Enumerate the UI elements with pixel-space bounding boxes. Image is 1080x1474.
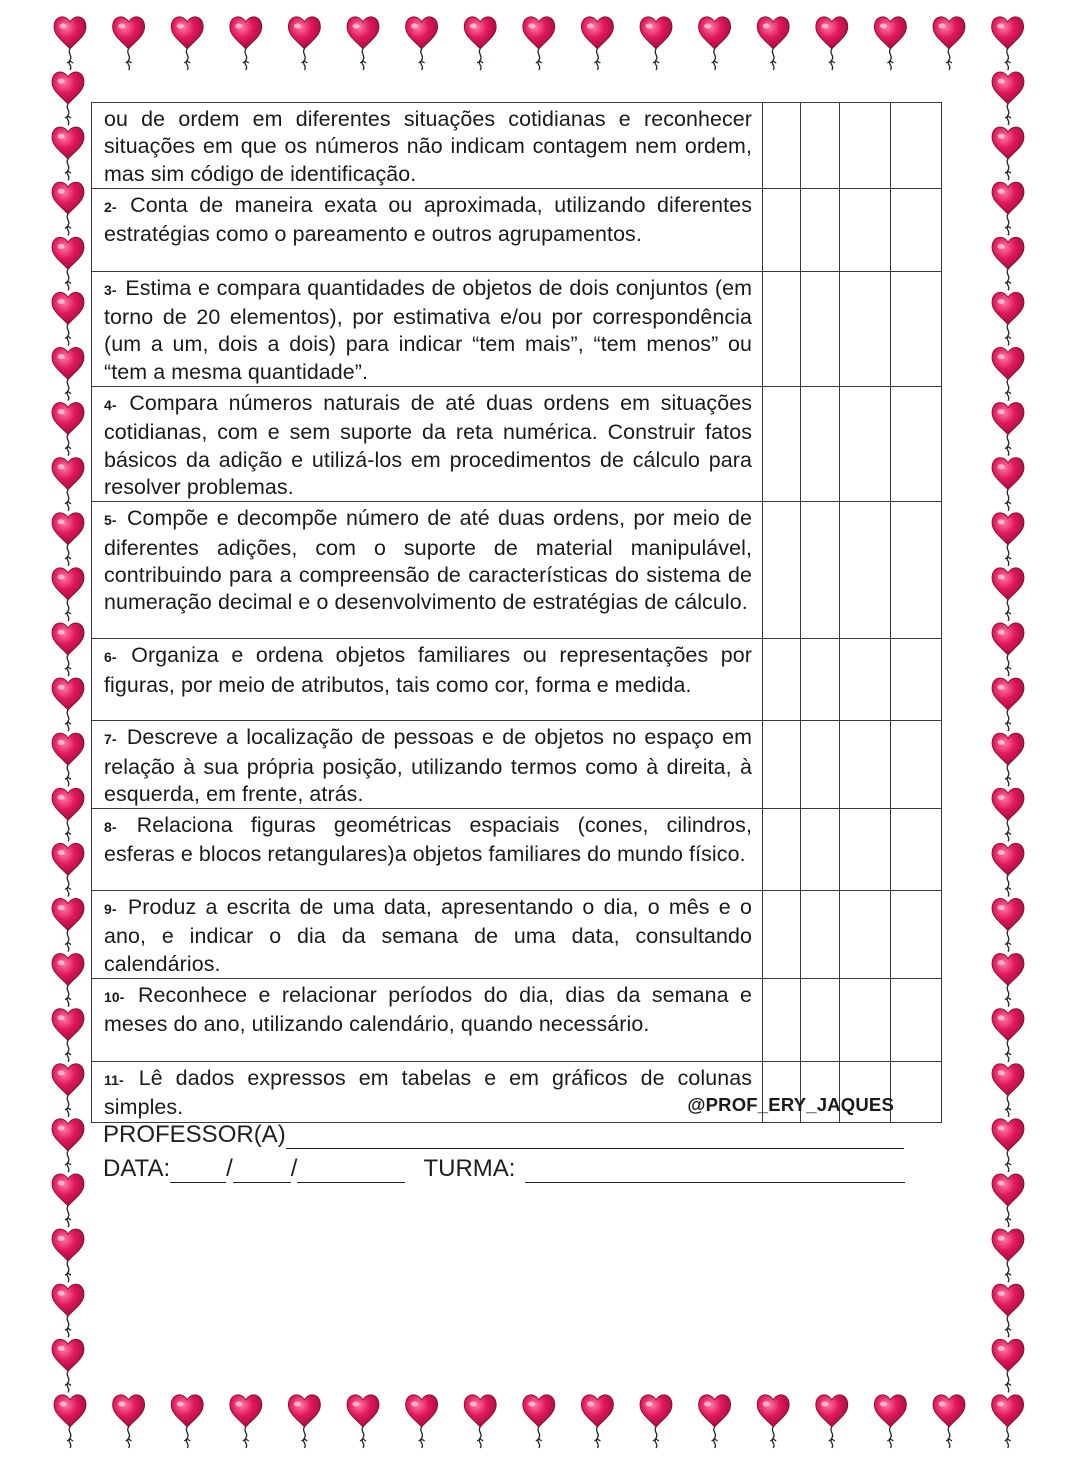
- heart-balloon-icon: [874, 1395, 906, 1448]
- heart-balloon-icon: [52, 182, 84, 235]
- heart-balloon-icon: [992, 1284, 1024, 1337]
- heart-balloon-icon: [52, 623, 84, 676]
- checkbox-cell-3[interactable]: [840, 103, 891, 189]
- heart-balloon-icon: [347, 1395, 379, 1448]
- heart-balloon-icon: [230, 1395, 262, 1448]
- heart-balloon-icon: [113, 1395, 145, 1448]
- checkbox-cell-3[interactable]: [840, 721, 891, 809]
- checklist-row: [92, 891, 942, 979]
- skill-text: Lê dados expressos em tabelas e em gráficos de colunas simples.: [104, 1066, 752, 1120]
- heart-balloon-icon: [992, 1064, 1024, 1117]
- heart-balloon-icon: [347, 17, 379, 70]
- heart-balloon-icon: [52, 403, 84, 456]
- heart-balloon-icon: [816, 1395, 848, 1448]
- heart-balloon-icon: [523, 1395, 555, 1448]
- heart-balloon-icon: [464, 1395, 496, 1448]
- heart-balloon-icon: [992, 1339, 1024, 1392]
- heart-balloon-icon: [52, 513, 84, 566]
- heart-balloon-icon: [933, 1395, 965, 1448]
- checkbox-cell-1[interactable]: [763, 502, 801, 639]
- heart-balloon-icon: [52, 347, 84, 400]
- checkbox-cell-4[interactable]: [891, 1062, 942, 1123]
- checkbox-cell-1[interactable]: [763, 721, 801, 809]
- heart-balloon-icon: [992, 1119, 1024, 1172]
- turma-field[interactable]: [525, 1160, 905, 1183]
- heart-balloon-icon: [52, 568, 84, 621]
- heart-balloon-icon: [52, 1009, 84, 1062]
- date-separator: /: [290, 1155, 298, 1182]
- heart-balloon-icon: [54, 17, 86, 70]
- heart-balloon-icon: [992, 1174, 1024, 1227]
- checkbox-cell-1[interactable]: [763, 809, 801, 891]
- heart-balloon-icon: [523, 17, 555, 70]
- heart-balloon-icon: [464, 17, 496, 70]
- checkbox-cell-2[interactable]: [801, 721, 840, 809]
- heart-balloon-icon: [992, 72, 1024, 125]
- heart-balloon-icon: [699, 17, 731, 70]
- heart-balloon-icon: [52, 1229, 84, 1282]
- date-year-field[interactable]: [297, 1160, 405, 1183]
- heart-balloon-icon: [992, 733, 1024, 786]
- checkbox-cell-4[interactable]: [891, 502, 942, 639]
- checkbox-cell-1[interactable]: [763, 639, 801, 721]
- heart-balloon-icon: [992, 1009, 1024, 1062]
- skill-number: 3-: [104, 281, 117, 298]
- skill-number: 10-: [104, 989, 125, 1006]
- checklist-row: [92, 721, 942, 809]
- heart-balloon-icon: [992, 568, 1024, 621]
- heart-balloon-icon: [230, 17, 262, 70]
- heart-balloon-icon: [992, 623, 1024, 676]
- checkbox-cell-2[interactable]: [801, 188, 840, 271]
- heart-balloon-icon: [992, 678, 1024, 731]
- heart-balloon-icon: [288, 17, 320, 70]
- checkbox-cell-2[interactable]: [801, 103, 840, 189]
- checkbox-cell-3[interactable]: [840, 979, 891, 1062]
- checklist-row: [92, 639, 942, 721]
- checkbox-cell-1[interactable]: [763, 387, 801, 502]
- date-turma-line: [103, 1155, 905, 1185]
- skill-text: Compõe e decompõe número de até duas ordens, por meio de diferentes adições, com o suporte de material manipulável, contribuindo para a compreensão de características do sistema de numeração decimal e o desenvolvimento de estratégias de cálculo.: [104, 506, 752, 615]
- checklist-row: [92, 387, 942, 502]
- heart-balloon-icon: [406, 1395, 438, 1448]
- heart-balloon-icon: [992, 403, 1024, 456]
- skill-text: ou de ordem em diferentes situações cotidianas e reconhecer situações em que os números não indicam contagem nem ordem, mas sim código de identificação.: [104, 107, 752, 186]
- checkbox-cell-4[interactable]: [891, 188, 942, 271]
- skill-text: Estima e compara quantidades de objetos de dois conjuntos (em torno de 20 elementos), por estimativa e/ou por correspondência (um a um, dois a dois) para indicar “tem mais”, “tem menos” ou “tem a mesma quantidade”.: [104, 275, 752, 384]
- heart-balloon-icon: [52, 678, 84, 731]
- date-month-field[interactable]: [233, 1160, 291, 1183]
- heart-balloon-icon: [581, 1395, 613, 1448]
- heart-balloon-icon: [52, 898, 84, 951]
- heart-balloon-icon: [52, 1064, 84, 1117]
- checkbox-cell-4[interactable]: [891, 387, 942, 502]
- heart-balloon-icon: [992, 292, 1024, 345]
- heart-balloon-icon: [52, 733, 84, 786]
- heart-balloon-icon: [992, 347, 1024, 400]
- checkbox-cell-2[interactable]: [801, 639, 840, 721]
- skill-description: [92, 103, 763, 189]
- checklist-row: [92, 809, 942, 891]
- skill-number: 2-: [104, 198, 117, 215]
- skill-text: Conta de maneira exata ou aproximada, utilizando diferentes estratégias como o pareamento e outros agrupamentos.: [104, 192, 752, 247]
- heart-balloon-icon: [992, 237, 1024, 290]
- skill-description: [92, 979, 763, 1062]
- skill-number: 8-: [104, 819, 117, 836]
- checkbox-cell-3[interactable]: [840, 188, 891, 271]
- checklist-row: [92, 271, 942, 386]
- heart-balloon-icon: [992, 17, 1024, 70]
- heart-balloon-icon: [171, 1395, 203, 1448]
- checkbox-cell-2[interactable]: [801, 979, 840, 1062]
- heart-balloon-icon: [992, 127, 1024, 180]
- heart-balloon-icon: [992, 954, 1024, 1007]
- heart-balloon-icon: [52, 788, 84, 841]
- checkbox-cell-4[interactable]: [891, 271, 942, 386]
- skills-checklist-table: [91, 102, 942, 1123]
- skill-description: [92, 387, 763, 502]
- checkbox-cell-4[interactable]: [891, 639, 942, 721]
- skill-number: 9-: [104, 901, 117, 918]
- checkbox-cell-1[interactable]: [763, 271, 801, 386]
- author-credit: @PROF_ERY_JAQUES: [687, 1094, 894, 1115]
- heart-balloon-icon: [52, 72, 84, 125]
- heart-balloon-icon: [992, 788, 1024, 841]
- heart-balloon-icon: [992, 1395, 1024, 1448]
- heart-balloon-icon: [288, 1395, 320, 1448]
- skill-number: 7-: [104, 731, 117, 748]
- skill-number: 6-: [104, 649, 117, 666]
- checkbox-cell-2[interactable]: [801, 809, 840, 891]
- skill-text: Reconhece e relacionar períodos do dia, dias da semana e meses do ano, utilizando calendário, quando necessário.: [104, 983, 752, 1037]
- professor-field[interactable]: [286, 1126, 904, 1149]
- skill-number: 11-: [104, 1072, 124, 1089]
- checkbox-cell-4[interactable]: [891, 891, 942, 979]
- heart-balloon-icon: [52, 127, 84, 180]
- checklist-row: [92, 502, 942, 639]
- heart-balloon-icon: [581, 17, 613, 70]
- skill-text: Relaciona figuras geométricas espaciais (cones, cilindros, esferas e blocos retangulares)a objetos familiares do mundo físico.: [104, 813, 752, 867]
- heart-balloon-icon: [757, 17, 789, 70]
- heart-balloon-icon: [52, 843, 84, 896]
- skill-text: Compara números naturais de até duas ordens em situações cotidianas, com e sem suporte da reta numérica. Construir fatos básicos da adição e utilizá-los em procedimentos de cálculo para resolver problemas.: [104, 391, 753, 499]
- heart-balloon-icon: [640, 17, 672, 70]
- checkbox-cell-3[interactable]: [840, 387, 891, 502]
- heart-balloon-icon: [113, 17, 145, 70]
- checkbox-cell-2[interactable]: [801, 891, 840, 979]
- heart-balloon-icon: [52, 1119, 84, 1172]
- heart-balloon-icon: [992, 458, 1024, 511]
- skill-text: Descreve a localização de pessoas e de objetos no espaço em relação à sua própria posição, utilizando termos como à direita, à esquerda, em frente, atrás.: [104, 725, 753, 806]
- checkbox-cell-2[interactable]: [801, 387, 840, 502]
- date-separator: /: [226, 1155, 233, 1182]
- heart-balloon-icon: [52, 292, 84, 345]
- checkbox-cell-4[interactable]: [891, 979, 942, 1062]
- skill-description: [92, 502, 763, 639]
- heart-balloon-icon: [52, 1284, 84, 1337]
- heart-balloon-icon: [640, 1395, 672, 1448]
- skill-description: [92, 721, 763, 809]
- date-label: DATA:: [103, 1155, 171, 1182]
- heart-balloon-icon: [992, 898, 1024, 951]
- checkbox-cell-1[interactable]: [763, 103, 801, 189]
- checkbox-cell-3[interactable]: [840, 271, 891, 386]
- checklist-row: [92, 103, 942, 189]
- checkbox-cell-3[interactable]: [840, 809, 891, 891]
- skill-text: Produz a escrita de uma data, apresentando o dia, o mês e o ano, e indicar o dia da semana de uma data, consultando calendários.: [104, 895, 753, 976]
- heart-balloon-icon: [757, 1395, 789, 1448]
- heart-balloon-icon: [874, 17, 906, 70]
- checklist-row: [92, 188, 942, 271]
- heart-balloon-icon: [992, 182, 1024, 235]
- checkbox-cell-1[interactable]: [763, 979, 801, 1062]
- heart-balloon-icon: [52, 237, 84, 290]
- heart-balloon-icon: [54, 1395, 86, 1448]
- skill-description: [92, 809, 763, 891]
- checkbox-cell-3[interactable]: [840, 639, 891, 721]
- checkbox-cell-4[interactable]: [891, 809, 942, 891]
- skill-description: [92, 891, 763, 979]
- skill-text: Organiza e ordena objetos familiares ou representações por figuras, por meio de atributos, tais como cor, forma e medida.: [104, 643, 753, 697]
- heart-balloon-icon: [52, 1174, 84, 1227]
- heart-balloon-icon: [52, 458, 84, 511]
- heart-balloon-icon: [992, 843, 1024, 896]
- skill-number: 5-: [104, 512, 117, 529]
- heart-balloon-icon: [992, 513, 1024, 566]
- heart-balloon-icon: [52, 954, 84, 1007]
- checkbox-cell-1[interactable]: [763, 891, 801, 979]
- professor-label: PROFESSOR(A): [103, 1121, 286, 1148]
- checkbox-cell-4[interactable]: [891, 103, 942, 189]
- heart-balloon-icon: [171, 17, 203, 70]
- checkbox-cell-3[interactable]: [840, 891, 891, 979]
- heart-balloon-icon: [699, 1395, 731, 1448]
- heart-balloon-icon: [816, 17, 848, 70]
- checkbox-cell-2[interactable]: [801, 502, 840, 639]
- heart-balloon-icon: [992, 1229, 1024, 1282]
- skill-description: [92, 271, 763, 386]
- date-day-field[interactable]: [170, 1160, 226, 1183]
- turma-label: TURMA:: [423, 1155, 516, 1182]
- checkbox-cell-2[interactable]: [801, 271, 840, 386]
- professor-line: [103, 1121, 904, 1151]
- checkbox-cell-3[interactable]: [840, 502, 891, 639]
- checkbox-cell-4[interactable]: [891, 721, 942, 809]
- checklist-row: [92, 979, 942, 1062]
- heart-balloon-icon: [933, 17, 965, 70]
- skill-description: [92, 639, 763, 721]
- heart-balloon-icon: [52, 1339, 84, 1392]
- checkbox-cell-1[interactable]: [763, 188, 801, 271]
- skill-number: 4-: [104, 397, 117, 414]
- skill-description: [92, 188, 763, 271]
- heart-balloon-icon: [406, 17, 438, 70]
